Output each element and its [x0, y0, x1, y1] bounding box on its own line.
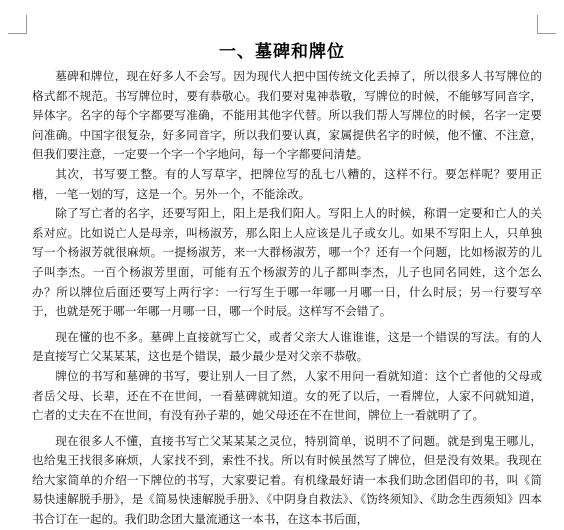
page-corner-mark	[537, 15, 556, 34]
body-paragraph: 除了写亡者的名字，还要写阳上，阳上是我们阳人。写阳上人的时候，称谓一定要和亡人的关系对应。比如说亡人是母亲，叫杨淑芳，那么阳上人应该是儿子或女儿。如果不写阳上人，只单独写一个杨淑芳就很麻烦。一提杨淑芳，来一大群杨淑芳，哪一个？还有一个问题，比如杨淑芳的儿子叫李杰。一百个杨淑芳里面，可能有五个杨淑芳的儿子都叫李杰，儿子也同名同姓，这个怎么办？所以牌位后面还要写上两行字：一行写生于哪一年哪一月哪一日，什么时辰；另一行要写卒于，也就是死于哪一年哪一月哪一日，哪一个时辰。这样写不会错了。	[32, 206, 542, 319]
page-corner-mark	[8, 15, 27, 34]
body-paragraph: 其次，书写要工整。有的人写草字，把牌位写的乱七八糟的，这样不行。要怎样呢？要用正楷，一笔一划的写，这是一个。另外一个，不能涂改。	[32, 166, 542, 201]
body-paragraph: 现在懂的也不多。墓碑上直接就写亡父，或者父亲大人谁谁谁，这是一个错误的写法。有的人是直接写亡父某某某，这也是个错误，最少最少是对父亲不恭敬。	[32, 329, 542, 364]
body-paragraph: 现在很多人不懂，直接书写亡父某某某之灵位，特别简单，说明不了问题。就是到鬼王哪儿，也给鬼王找很多麻烦，人家找不到，索性不找。所以有时候虽然写了牌位，但是没有效果。我现在给大家简单的介绍一下牌位的书写，大家要记着。有机缘最好请一本我们助念团倡印的书，叫《简易快速解脱手册》，是《简易快速解脱手册》、《中阴身自救法》、《饬终须知》、《助念生西须知》四本书合订在一起的。我们助念团大量流通这一本书，在这本书后面，	[32, 433, 542, 527]
document-body	[32, 67, 542, 530]
section-title: 一、墓碑和牌位	[219, 42, 345, 62]
body-paragraph: 墓碑和牌位，现在好多人不会写。因为现代人把中国传统文化丢掉了，所以很多人书写牌位的格式都不规范。书写牌位时，要有恭敬心。我们要对鬼神恭敬，写牌位的时候，不能够写同音字，异体字。名字的每个字都要写准确，不能用其他字代替。所以我们帮人写牌位的时候，名字一定要问准确。中国字很复杂，好多同音字，所以我们要认真，家属提供名字的时候，他不懂、不注意，但我们要注意，一定要一个字一个字地问，每一个字都要问清楚。	[32, 69, 542, 162]
body-paragraph: 牌位的书写和墓碑的书写，要让别人一目了然，人家不用问一看就知道：这个亡者他的父母或者岳父母、长辈，还在不在世间，一看墓碑就知道。女的死了以后，一看牌位，人家不问就知道，亡者的丈夫在不在世间，有没有孙子辈的，她父母还在不在世间，牌位上一看就明了了。	[32, 368, 542, 423]
